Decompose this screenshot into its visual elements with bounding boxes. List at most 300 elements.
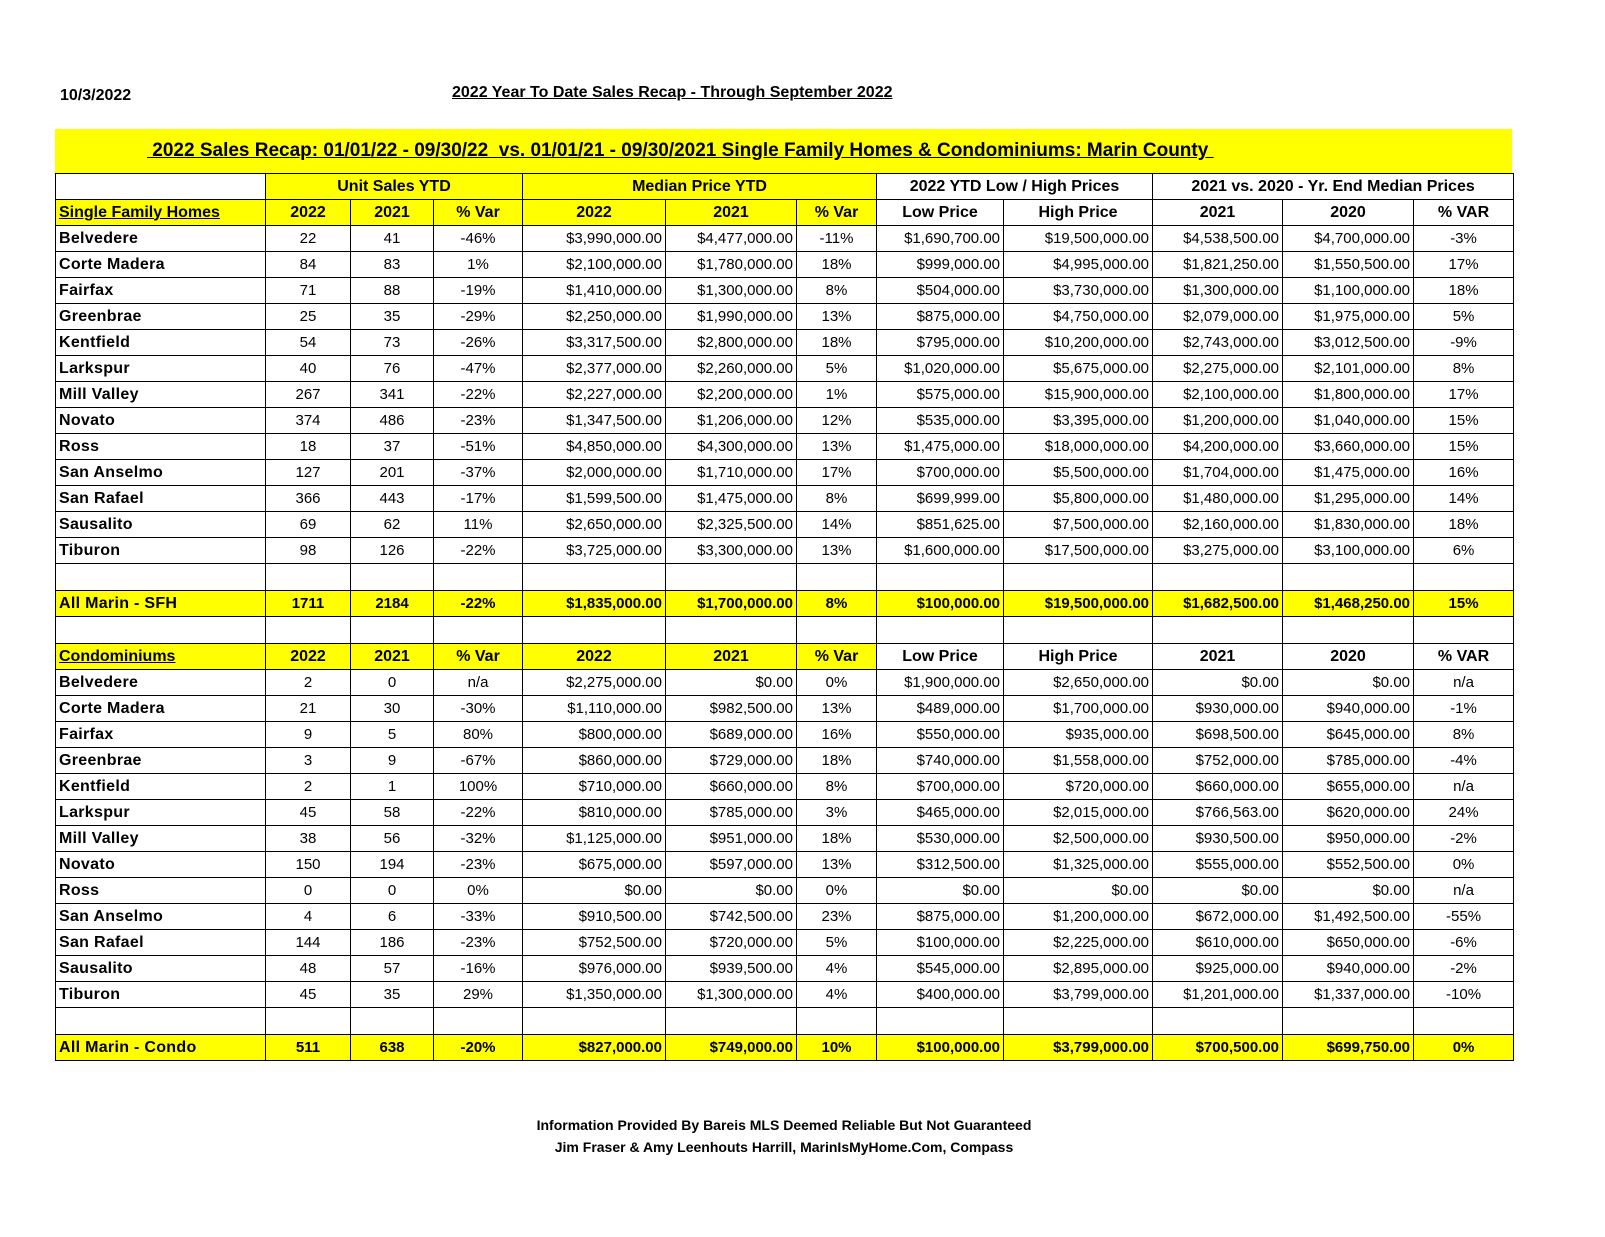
table-cell: 486	[351, 408, 434, 434]
condo-table-row	[56, 852, 1514, 878]
table-cell: 374	[266, 408, 351, 434]
empty-cell	[266, 617, 351, 644]
table-cell: n/a	[434, 670, 523, 696]
table-cell: 88	[351, 278, 434, 304]
table-cell: $720,000.00	[666, 930, 797, 956]
table-cell: $0.00	[1153, 670, 1283, 696]
table-cell: $2,100,000.00	[1153, 382, 1283, 408]
table-cell: $2,650,000.00	[523, 512, 666, 538]
empty-cell	[1004, 617, 1153, 644]
city-name: Fairfax	[56, 278, 266, 304]
sfh-column-header: 2022	[523, 200, 666, 226]
table-cell: $827,000.00	[523, 1035, 666, 1061]
empty-cell	[797, 617, 877, 644]
empty-cell	[56, 617, 266, 644]
condo-column-header: 2020	[1283, 644, 1414, 670]
table-cell: $672,000.00	[1153, 904, 1283, 930]
city-name: Sausalito	[56, 956, 266, 982]
table-cell: 13%	[797, 696, 877, 722]
table-cell: $620,000.00	[1283, 800, 1414, 826]
table-cell: $2,377,000.00	[523, 356, 666, 382]
condo-table-row	[56, 670, 1514, 696]
city-name: Belvedere	[56, 670, 266, 696]
empty-cell	[1153, 564, 1283, 591]
table-cell: 127	[266, 460, 351, 486]
table-cell: -51%	[434, 434, 523, 460]
city-name: Ross	[56, 434, 266, 460]
table-cell: 100%	[434, 774, 523, 800]
sfh-column-header: Low Price	[877, 200, 1004, 226]
table-cell: 8%	[797, 278, 877, 304]
group-year-end: 2021 vs. 2020 - Yr. End Median Prices	[1153, 174, 1514, 200]
table-cell: 17%	[1414, 252, 1514, 278]
table-cell: 4%	[797, 982, 877, 1008]
table-cell: 1%	[797, 382, 877, 408]
table-cell: $925,000.00	[1153, 956, 1283, 982]
table-cell: 25	[266, 304, 351, 330]
condo-column-header: 2022	[523, 644, 666, 670]
table-cell: $951,000.00	[666, 826, 797, 852]
sfh-table-row	[56, 460, 1514, 486]
spacer-row	[56, 1008, 1514, 1035]
empty-cell	[523, 617, 666, 644]
table-cell: $940,000.00	[1283, 696, 1414, 722]
empty-cell	[797, 1008, 877, 1035]
sfh-table-row	[56, 304, 1514, 330]
condo-column-header: High Price	[1004, 644, 1153, 670]
table-cell: 10%	[797, 1035, 877, 1061]
table-cell: 8%	[797, 774, 877, 800]
table-cell: 2	[266, 774, 351, 800]
table-cell: 194	[351, 852, 434, 878]
city-name: San Anselmo	[56, 460, 266, 486]
table-cell: 12%	[797, 408, 877, 434]
city-name: Mill Valley	[56, 382, 266, 408]
sfh-column-header: 2022	[266, 200, 351, 226]
group-header-empty	[56, 174, 266, 200]
table-cell: 8%	[1414, 356, 1514, 382]
table-cell: $7,500,000.00	[1004, 512, 1153, 538]
table-cell: $729,000.00	[666, 748, 797, 774]
condo-table-row	[56, 956, 1514, 982]
sales-recap-table	[55, 173, 1514, 1061]
table-cell: $2,250,000.00	[523, 304, 666, 330]
table-cell: $930,500.00	[1153, 826, 1283, 852]
table-cell: $1,200,000.00	[1004, 904, 1153, 930]
table-cell: $1,480,000.00	[1153, 486, 1283, 512]
table-cell: $785,000.00	[1283, 748, 1414, 774]
table-cell: -2%	[1414, 826, 1514, 852]
table-cell: $675,000.00	[523, 852, 666, 878]
table-cell: $1,821,250.00	[1153, 252, 1283, 278]
table-cell: $1,110,000.00	[523, 696, 666, 722]
table-cell: $2,079,000.00	[1153, 304, 1283, 330]
table-cell: 443	[351, 486, 434, 512]
table-cell: $3,275,000.00	[1153, 538, 1283, 564]
table-cell: -11%	[797, 226, 877, 252]
table-cell: $1,125,000.00	[523, 826, 666, 852]
table-cell: $940,000.00	[1283, 956, 1414, 982]
table-cell: $982,500.00	[666, 696, 797, 722]
sfh-column-header: 2021	[666, 200, 797, 226]
table-cell: $935,000.00	[1004, 722, 1153, 748]
table-cell: $1,599,500.00	[523, 486, 666, 512]
table-cell: $2,895,000.00	[1004, 956, 1153, 982]
empty-cell	[523, 1008, 666, 1035]
table-cell: $660,000.00	[1153, 774, 1283, 800]
empty-cell	[1414, 1008, 1514, 1035]
sfh-table-row	[56, 382, 1514, 408]
table-cell: $4,850,000.00	[523, 434, 666, 460]
table-cell: $1,800,000.00	[1283, 382, 1414, 408]
table-cell: 5%	[797, 356, 877, 382]
table-cell: $810,000.00	[523, 800, 666, 826]
table-cell: $2,101,000.00	[1283, 356, 1414, 382]
condo-column-header: % Var	[797, 644, 877, 670]
sfh-column-header: 2020	[1283, 200, 1414, 226]
table-cell: -30%	[434, 696, 523, 722]
table-cell: 83	[351, 252, 434, 278]
table-cell: $4,538,500.00	[1153, 226, 1283, 252]
table-cell: 1711	[266, 591, 351, 617]
city-name: Mill Valley	[56, 826, 266, 852]
sfh-column-header-row	[56, 200, 1514, 226]
table-cell: 18%	[1414, 278, 1514, 304]
banner-title: 2022 Sales Recap: 01/01/22 - 09/30/22 vs. 01/01/21 - 09/30/2021 Single Family Homes & Condominiums: Marin County	[147, 140, 1214, 161]
table-cell: -55%	[1414, 904, 1514, 930]
table-cell: -3%	[1414, 226, 1514, 252]
table-cell: $752,000.00	[1153, 748, 1283, 774]
sfh-column-header: High Price	[1004, 200, 1153, 226]
table-cell: 13%	[797, 304, 877, 330]
city-name: Kentfield	[56, 330, 266, 356]
table-cell: $939,500.00	[666, 956, 797, 982]
table-cell: 0	[351, 670, 434, 696]
table-cell: $1,295,000.00	[1283, 486, 1414, 512]
table-cell: $650,000.00	[1283, 930, 1414, 956]
spacer-row	[56, 617, 1514, 644]
table-cell: $1,347,500.00	[523, 408, 666, 434]
table-cell: 38	[266, 826, 351, 852]
city-name: Tiburon	[56, 982, 266, 1008]
table-cell: $1,206,000.00	[666, 408, 797, 434]
table-cell: 14%	[797, 512, 877, 538]
table-cell: $5,500,000.00	[1004, 460, 1153, 486]
empty-cell	[1004, 1008, 1153, 1035]
table-cell: 6%	[1414, 538, 1514, 564]
table-cell: $710,000.00	[523, 774, 666, 800]
table-cell: $550,000.00	[877, 722, 1004, 748]
group-low-high: 2022 YTD Low / High Prices	[877, 174, 1153, 200]
table-cell: $1,300,000.00	[666, 982, 797, 1008]
sfh-table-row	[56, 486, 1514, 512]
empty-cell	[434, 617, 523, 644]
table-cell: 1%	[434, 252, 523, 278]
table-cell: 45	[266, 982, 351, 1008]
document-title: 2022 Year To Date Sales Recap - Through September 2022	[452, 84, 893, 101]
table-cell: $2,500,000.00	[1004, 826, 1153, 852]
table-cell: $698,500.00	[1153, 722, 1283, 748]
sfh-table-row	[56, 226, 1514, 252]
table-cell: 8%	[797, 486, 877, 512]
table-cell: $1,325,000.00	[1004, 852, 1153, 878]
table-cell: $2,000,000.00	[523, 460, 666, 486]
table-cell: $555,000.00	[1153, 852, 1283, 878]
empty-cell	[351, 564, 434, 591]
table-cell: $655,000.00	[1283, 774, 1414, 800]
condo-column-header: % VAR	[1414, 644, 1514, 670]
city-name: Corte Madera	[56, 696, 266, 722]
table-cell: 18%	[797, 252, 877, 278]
condo-column-header-row	[56, 644, 1514, 670]
city-name: Greenbrae	[56, 304, 266, 330]
sfh-column-header: 2021	[351, 200, 434, 226]
table-cell: n/a	[1414, 670, 1514, 696]
table-cell: $610,000.00	[1153, 930, 1283, 956]
table-cell: 2	[266, 670, 351, 696]
table-cell: 13%	[797, 434, 877, 460]
table-cell: 48	[266, 956, 351, 982]
table-cell: -23%	[434, 930, 523, 956]
table-cell: -1%	[1414, 696, 1514, 722]
table-cell: 30	[351, 696, 434, 722]
table-cell: $742,500.00	[666, 904, 797, 930]
table-cell: $795,000.00	[877, 330, 1004, 356]
table-cell: -22%	[434, 538, 523, 564]
table-cell: $976,000.00	[523, 956, 666, 982]
condo-column-header: Low Price	[877, 644, 1004, 670]
table-cell: $1,200,000.00	[1153, 408, 1283, 434]
empty-cell	[877, 564, 1004, 591]
table-cell: $720,000.00	[1004, 774, 1153, 800]
sfh-table-row	[56, 408, 1514, 434]
footer-credits: Jim Fraser & Amy Leenhouts Harrill, MarinIsMyHome.Com, Compass	[554, 1139, 1014, 1155]
table-cell: $1,990,000.00	[666, 304, 797, 330]
table-cell: -22%	[434, 382, 523, 408]
table-cell: $2,275,000.00	[1153, 356, 1283, 382]
table-cell: 267	[266, 382, 351, 408]
table-cell: $10,200,000.00	[1004, 330, 1153, 356]
table-cell: -16%	[434, 956, 523, 982]
table-cell: $2,800,000.00	[666, 330, 797, 356]
table-cell: $0.00	[523, 878, 666, 904]
table-cell: -6%	[1414, 930, 1514, 956]
table-cell: $689,000.00	[666, 722, 797, 748]
table-cell: 18%	[797, 330, 877, 356]
table-cell: $1,475,000.00	[666, 486, 797, 512]
table-cell: 71	[266, 278, 351, 304]
table-cell: 73	[351, 330, 434, 356]
table-cell: -29%	[434, 304, 523, 330]
table-cell: -19%	[434, 278, 523, 304]
table-cell: $1,468,250.00	[1283, 591, 1414, 617]
table-cell: -37%	[434, 460, 523, 486]
table-cell: 69	[266, 512, 351, 538]
table-cell: 15%	[1414, 434, 1514, 460]
table-cell: 17%	[1414, 382, 1514, 408]
table-cell: $535,000.00	[877, 408, 1004, 434]
table-cell: 5	[351, 722, 434, 748]
table-cell: $2,275,000.00	[523, 670, 666, 696]
table-cell: $1,558,000.00	[1004, 748, 1153, 774]
table-cell: $4,995,000.00	[1004, 252, 1153, 278]
empty-cell	[523, 564, 666, 591]
table-cell: 41	[351, 226, 434, 252]
table-cell: 8%	[1414, 722, 1514, 748]
condo-table-row	[56, 800, 1514, 826]
table-cell: $875,000.00	[877, 904, 1004, 930]
table-cell: $17,500,000.00	[1004, 538, 1153, 564]
table-cell: 76	[351, 356, 434, 382]
table-cell: 4	[266, 904, 351, 930]
table-cell: $100,000.00	[877, 591, 1004, 617]
empty-cell	[797, 564, 877, 591]
empty-cell	[434, 564, 523, 591]
table-cell: $910,500.00	[523, 904, 666, 930]
table-cell: -33%	[434, 904, 523, 930]
table-cell: 8%	[797, 591, 877, 617]
table-cell: -17%	[434, 486, 523, 512]
table-cell: $752,500.00	[523, 930, 666, 956]
table-cell: $3,990,000.00	[523, 226, 666, 252]
group-median-price: Median Price YTD	[523, 174, 877, 200]
table-cell: 3%	[797, 800, 877, 826]
table-cell: 57	[351, 956, 434, 982]
table-cell: 6	[351, 904, 434, 930]
table-cell: 80%	[434, 722, 523, 748]
table-cell: $749,000.00	[666, 1035, 797, 1061]
empty-cell	[56, 1008, 266, 1035]
condo-column-header: 2021	[1153, 644, 1283, 670]
table-cell: -23%	[434, 408, 523, 434]
empty-cell	[1153, 1008, 1283, 1035]
table-cell: $875,000.00	[877, 304, 1004, 330]
condo-table-row	[56, 904, 1514, 930]
spacer-row	[56, 564, 1514, 591]
table-cell: 15%	[1414, 408, 1514, 434]
sfh-column-header: 2021	[1153, 200, 1283, 226]
empty-cell	[266, 1008, 351, 1035]
empty-cell	[266, 564, 351, 591]
table-cell: $18,000,000.00	[1004, 434, 1153, 460]
table-cell: $1,350,000.00	[523, 982, 666, 1008]
table-cell: $4,477,000.00	[666, 226, 797, 252]
condo-column-header: 2021	[351, 644, 434, 670]
table-cell: 58	[351, 800, 434, 826]
table-cell: $2,227,000.00	[523, 382, 666, 408]
sfh-table-row	[56, 538, 1514, 564]
table-cell: 366	[266, 486, 351, 512]
condo-table-row	[56, 774, 1514, 800]
table-cell: n/a	[1414, 774, 1514, 800]
table-cell: $19,500,000.00	[1004, 226, 1153, 252]
sfh-column-header: % VAR	[1414, 200, 1514, 226]
table-cell: $1,100,000.00	[1283, 278, 1414, 304]
table-cell: $1,780,000.00	[666, 252, 797, 278]
empty-cell	[666, 564, 797, 591]
table-cell: 56	[351, 826, 434, 852]
city-name: Corte Madera	[56, 252, 266, 278]
table-cell: 21	[266, 696, 351, 722]
table-cell: $2,743,000.00	[1153, 330, 1283, 356]
city-name: All Marin - SFH	[56, 591, 266, 617]
condo-table-row	[56, 722, 1514, 748]
table-cell: -2%	[1414, 956, 1514, 982]
table-cell: $3,730,000.00	[1004, 278, 1153, 304]
sales-recap-table-wrapper	[55, 173, 1514, 1061]
table-cell: $1,492,500.00	[1283, 904, 1414, 930]
table-cell: 0%	[797, 878, 877, 904]
table-cell: 98	[266, 538, 351, 564]
table-cell: 4%	[797, 956, 877, 982]
sfh-table-row	[56, 252, 1514, 278]
table-cell: -22%	[434, 800, 523, 826]
table-cell: 37	[351, 434, 434, 460]
table-cell: $100,000.00	[877, 1035, 1004, 1061]
table-cell: $312,500.00	[877, 852, 1004, 878]
table-cell: 5%	[1414, 304, 1514, 330]
table-cell: $851,625.00	[877, 512, 1004, 538]
empty-cell	[1414, 617, 1514, 644]
table-cell: -32%	[434, 826, 523, 852]
table-cell: $0.00	[666, 878, 797, 904]
city-name: Larkspur	[56, 356, 266, 382]
table-cell: $700,500.00	[1153, 1035, 1283, 1061]
city-name: San Anselmo	[56, 904, 266, 930]
table-cell: 5%	[797, 930, 877, 956]
table-cell: $2,260,000.00	[666, 356, 797, 382]
condo-table-row	[56, 878, 1514, 904]
table-cell: 18	[266, 434, 351, 460]
table-cell: $1,682,500.00	[1153, 591, 1283, 617]
table-cell: $1,710,000.00	[666, 460, 797, 486]
table-cell: $785,000.00	[666, 800, 797, 826]
table-cell: $3,317,500.00	[523, 330, 666, 356]
table-cell: -22%	[434, 591, 523, 617]
table-cell: $645,000.00	[1283, 722, 1414, 748]
table-cell: $950,000.00	[1283, 826, 1414, 852]
table-cell: $489,000.00	[877, 696, 1004, 722]
table-cell: $1,975,000.00	[1283, 304, 1414, 330]
table-cell: 0%	[797, 670, 877, 696]
table-cell: 1	[351, 774, 434, 800]
table-cell: 3	[266, 748, 351, 774]
city-name: Greenbrae	[56, 748, 266, 774]
table-cell: $1,020,000.00	[877, 356, 1004, 382]
condo-table-row	[56, 930, 1514, 956]
table-cell: 341	[351, 382, 434, 408]
table-cell: 17%	[797, 460, 877, 486]
sfh-section-heading: Single Family Homes	[56, 200, 266, 226]
empty-cell	[1004, 564, 1153, 591]
sfh-table-row	[56, 434, 1514, 460]
table-cell: $0.00	[1283, 670, 1414, 696]
table-cell: $1,704,000.00	[1153, 460, 1283, 486]
city-name: Ross	[56, 878, 266, 904]
empty-cell	[434, 1008, 523, 1035]
sfh-table-row	[56, 512, 1514, 538]
table-cell: 18%	[797, 826, 877, 852]
city-name: Tiburon	[56, 538, 266, 564]
table-cell: $504,000.00	[877, 278, 1004, 304]
table-cell: $0.00	[1283, 878, 1414, 904]
table-cell: $1,830,000.00	[1283, 512, 1414, 538]
table-cell: 35	[351, 982, 434, 1008]
table-cell: $2,100,000.00	[523, 252, 666, 278]
table-cell: $4,700,000.00	[1283, 226, 1414, 252]
table-cell: 13%	[797, 852, 877, 878]
table-cell: $3,725,000.00	[523, 538, 666, 564]
